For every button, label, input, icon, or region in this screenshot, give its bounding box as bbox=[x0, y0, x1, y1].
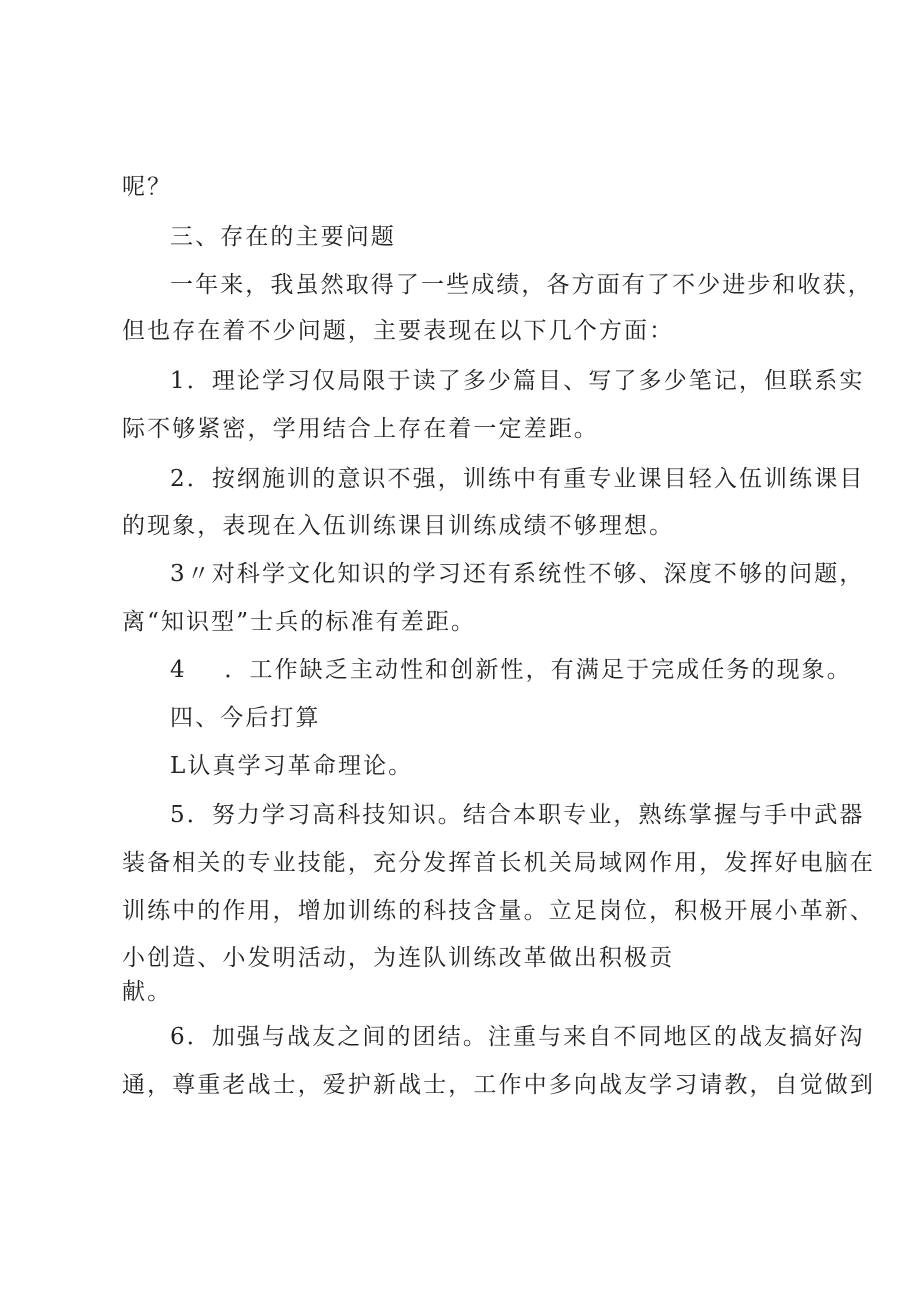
list-item-L: L认真学习革命理论。 bbox=[170, 753, 414, 779]
text-line: 献。 bbox=[122, 979, 173, 1005]
text-line: 但也存在着不少问题，主要表现在以下几个方面： bbox=[122, 318, 675, 344]
list-item-1: 1．理论学习仅局限于读了多少篇目、写了多少笔记，但联系实 bbox=[170, 368, 865, 394]
text-line: 离“知识型”士兵的标准有差距。 bbox=[122, 609, 477, 635]
list-item-6: 6．加强与战友之间的团结。注重与来自不同地区的战友搞好沟 bbox=[170, 1024, 865, 1050]
list-item-2: 2．按纲施训的意识不强，训练中有重专业课目轻入伍训练课目 bbox=[170, 466, 865, 492]
text-line: 际不够紧密，学用结合上存在着一定差距。 bbox=[122, 416, 599, 442]
text-line: 的现象，表现在入伍训练课目训练成绩不够理想。 bbox=[122, 513, 675, 539]
section-heading-plans: 四、今后打算 bbox=[170, 705, 321, 731]
list-item-3: 3〃对科学文化知识的学习还有系统性不够、深度不够的问题， bbox=[170, 561, 865, 587]
text-line: 通，尊重老战士，爱护新战士，工作中多向战友学习请教，自觉做到 bbox=[122, 1072, 875, 1098]
section-heading-problems: 三、存在的主要问题 bbox=[170, 224, 396, 250]
list-item-5: 5．努力学习高科技知识。结合本职专业，熟练掌握与手中武器 bbox=[170, 802, 865, 828]
list-item-4: 4 ．工作缺乏主动性和创新性，有满足于完成任务的现象。 bbox=[170, 657, 852, 683]
text-line: 装备相关的专业技能，充分发挥首长机关局域网作用，发挥好电脑在 bbox=[122, 850, 875, 876]
text-line: 小创造、小发明活动，为连队训练改革做出积极贡 bbox=[122, 945, 675, 971]
text-line: 训练中的作用，增加训练的科技含量。立足岗位，积极开展小革新、 bbox=[122, 898, 875, 924]
text-line: 呢？ bbox=[122, 174, 173, 200]
text-line: 一年来，我虽然取得了一些成绩，各方面有了不少进步和收获， bbox=[170, 272, 873, 298]
